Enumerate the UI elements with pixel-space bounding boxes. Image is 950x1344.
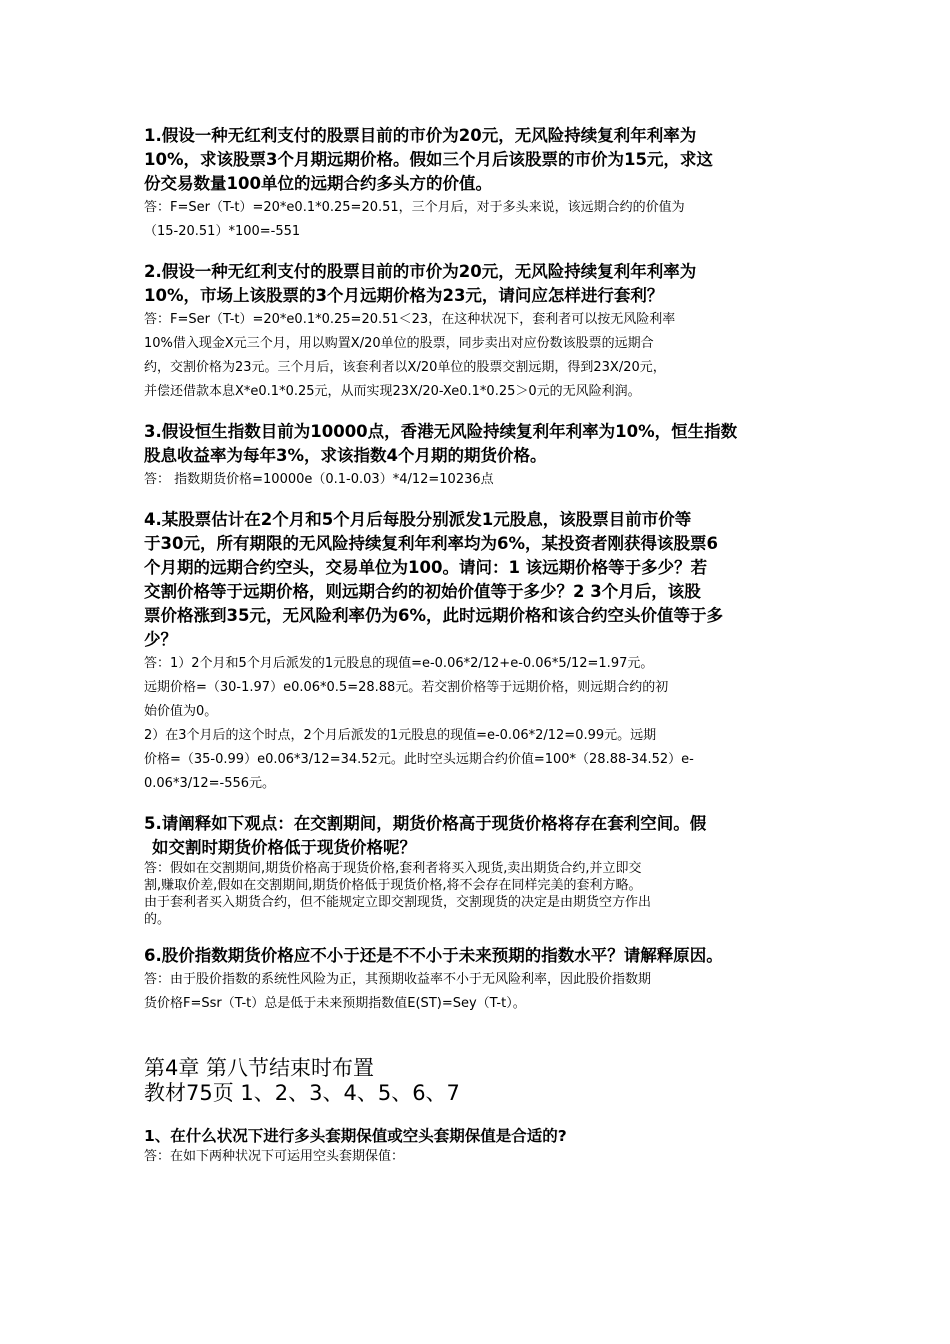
question-6-block bbox=[144, 944, 814, 1016]
answer-5-line: 由于套利者买入期货合约，但不能规定立即交割现货，交割现货的决定是由期货空方作出 bbox=[144, 895, 652, 910]
answer-3-line: 答： 指数期货价格=10000e（0.1-0.03）*4/12=10236点 bbox=[144, 472, 494, 487]
question-2-line: 10%，市场上该股票的3个月远期价格为23元，请问应怎样进行套利？ bbox=[144, 286, 664, 305]
question-4-line: 4.某股票估计在2个月和5个月后每股分别派发1元股息，该股票目前市价等 bbox=[144, 510, 692, 529]
chapter-question-1: 1、在什么状况下进行多头套期保值或空头套期保值是合适的? bbox=[144, 1127, 567, 1145]
answer-2-line: 10%借入现金X元三个月，用以购置X/20单位的股票，同步卖出对应份数该股票的远期合 bbox=[144, 336, 654, 351]
chapter-title: 第4章 第八节结束时布置 bbox=[144, 1056, 375, 1080]
question-4-line: 于30元，所有期限的无风险持续复利年利率均为6%，某投资者刚获得该股票6 bbox=[144, 534, 718, 553]
answer-2-line: 约，交割价格为23元。三个月后，该套利者以X/20单位的股票交割远期，得到23X/20元， bbox=[144, 360, 666, 375]
chapter-question-1-block bbox=[144, 1124, 814, 1165]
question-1-line: 1.假设一种无红利支付的股票目前的市价为20元，无风险持续复利年利率为 bbox=[144, 126, 697, 145]
answer-4-line: 始价值为0。 bbox=[144, 704, 218, 719]
answer-6-line: 货价格F=Ssr（T-t）总是低于未来预期指数值E(ST)=Sey（T-t）。 bbox=[144, 996, 526, 1011]
chapter-heading bbox=[144, 1056, 814, 1106]
answer-4-line: 0.06*3/12=-556元。 bbox=[144, 776, 276, 791]
question-3-line: 3.假设恒生指数目前为10000点，香港无风险持续复利年利率为10%，恒生指数 bbox=[144, 422, 738, 441]
question-3-block bbox=[144, 420, 814, 492]
question-4-line: 票价格涨到35元，无风险利率仍为6%，此时远期价格和该合约空头价值等于多 bbox=[144, 606, 723, 625]
answer-6-line: 答：由于股价指数的系统性风险为正，其预期收益率不小于无风险利率，因此股价指数期 bbox=[144, 972, 652, 987]
answer-4-line: 远期价格=（30-1.97）e0.06*0.5=28.88元。若交割价格等于远期价格，则远期合约的初 bbox=[144, 680, 669, 695]
question-5-line: 5.请阐释如下观点：在交割期间，期货价格高于现货价格将存在套利空间。假 bbox=[144, 814, 707, 833]
answer-5-line: 割,赚取价差,假如在交割期间,期货价格低于现货价格,将不会存在同样完美的套利方略。 bbox=[144, 878, 642, 893]
chapter-answer-1: 答：在如下两种状况下可运用空头套期保值： bbox=[144, 1149, 405, 1164]
question-2-block bbox=[144, 260, 814, 404]
answer-2-line: 并偿还借款本息X*e0.1*0.25元，从而实现23X/20-Xe0.1*0.25＞0元的无风险利润。 bbox=[144, 384, 641, 399]
answer-4-line: 价格=（35-0.99）e0.06*3/12=34.52元。此时空头远期合约价值=100*（28.88-34.52）e- bbox=[144, 752, 694, 767]
question-4-line: 少？ bbox=[144, 630, 177, 649]
answer-1-line: 答：F=Ser（T-t）=20*e0.1*0.25=20.51，三个月后，对于多头来说，该远期合约的价值为 bbox=[144, 200, 685, 215]
question-5-block bbox=[144, 812, 814, 928]
answer-5-line: 的。 bbox=[144, 912, 171, 927]
question-1-block bbox=[144, 124, 814, 244]
question-2-line: 2.假设一种无红利支付的股票目前的市价为20元，无风险持续复利年利率为 bbox=[144, 262, 697, 281]
question-4-line: 个月期的远期合约空头，交易单位为100。请问：1 该远期价格等于多少？若 bbox=[144, 558, 708, 577]
answer-1-line: （15-20.51）*100=-551 bbox=[144, 224, 301, 239]
answer-4-line: 2）在3个月后的这个时点，2个月后派发的1元股息的现值=e-0.06*2/12=0.99元。远期 bbox=[144, 728, 657, 743]
question-5-line: 如交割时期货价格低于现货价格呢？ bbox=[152, 838, 416, 857]
question-4-line: 交割价格等于远期价格，则远期合约的初始价值等于多少？2 3个月后，该股 bbox=[144, 582, 701, 601]
document-page bbox=[144, 124, 814, 1165]
answer-4-line: 答：1）2个月和5个月后派发的1元股息的现值=e-0.06*2/12+e-0.06*5/12=1.97元。 bbox=[144, 656, 654, 671]
answer-5-line: 答：假如在交割期间,期货价格高于现货价格,套利者将买入现货,卖出期货合约,并立即交 bbox=[144, 861, 642, 876]
question-1-line: 10%，求该股票3个月期远期价格。假如三个月后该股票的市价为15元，求这 bbox=[144, 150, 713, 169]
answer-2-line: 答：F=Ser（T-t）=20*e0.1*0.25=20.51＜23，在这种状况下，套利者可以按无风险利率 bbox=[144, 312, 676, 327]
question-6-line: 6.股价指数期货价格应不小于还是不不小于未来预期的指数水平？请解释原因。 bbox=[144, 946, 723, 965]
question-1-line: 份交易数量100单位的远期合约多头方的价值。 bbox=[144, 174, 492, 193]
chapter-subtitle: 教材75页 1、2、3、4、5、6、7 bbox=[144, 1081, 460, 1105]
question-4-block bbox=[144, 508, 814, 796]
question-3-line: 股息收益率为每年3%，求该指数4个月期的期货价格。 bbox=[144, 446, 547, 465]
